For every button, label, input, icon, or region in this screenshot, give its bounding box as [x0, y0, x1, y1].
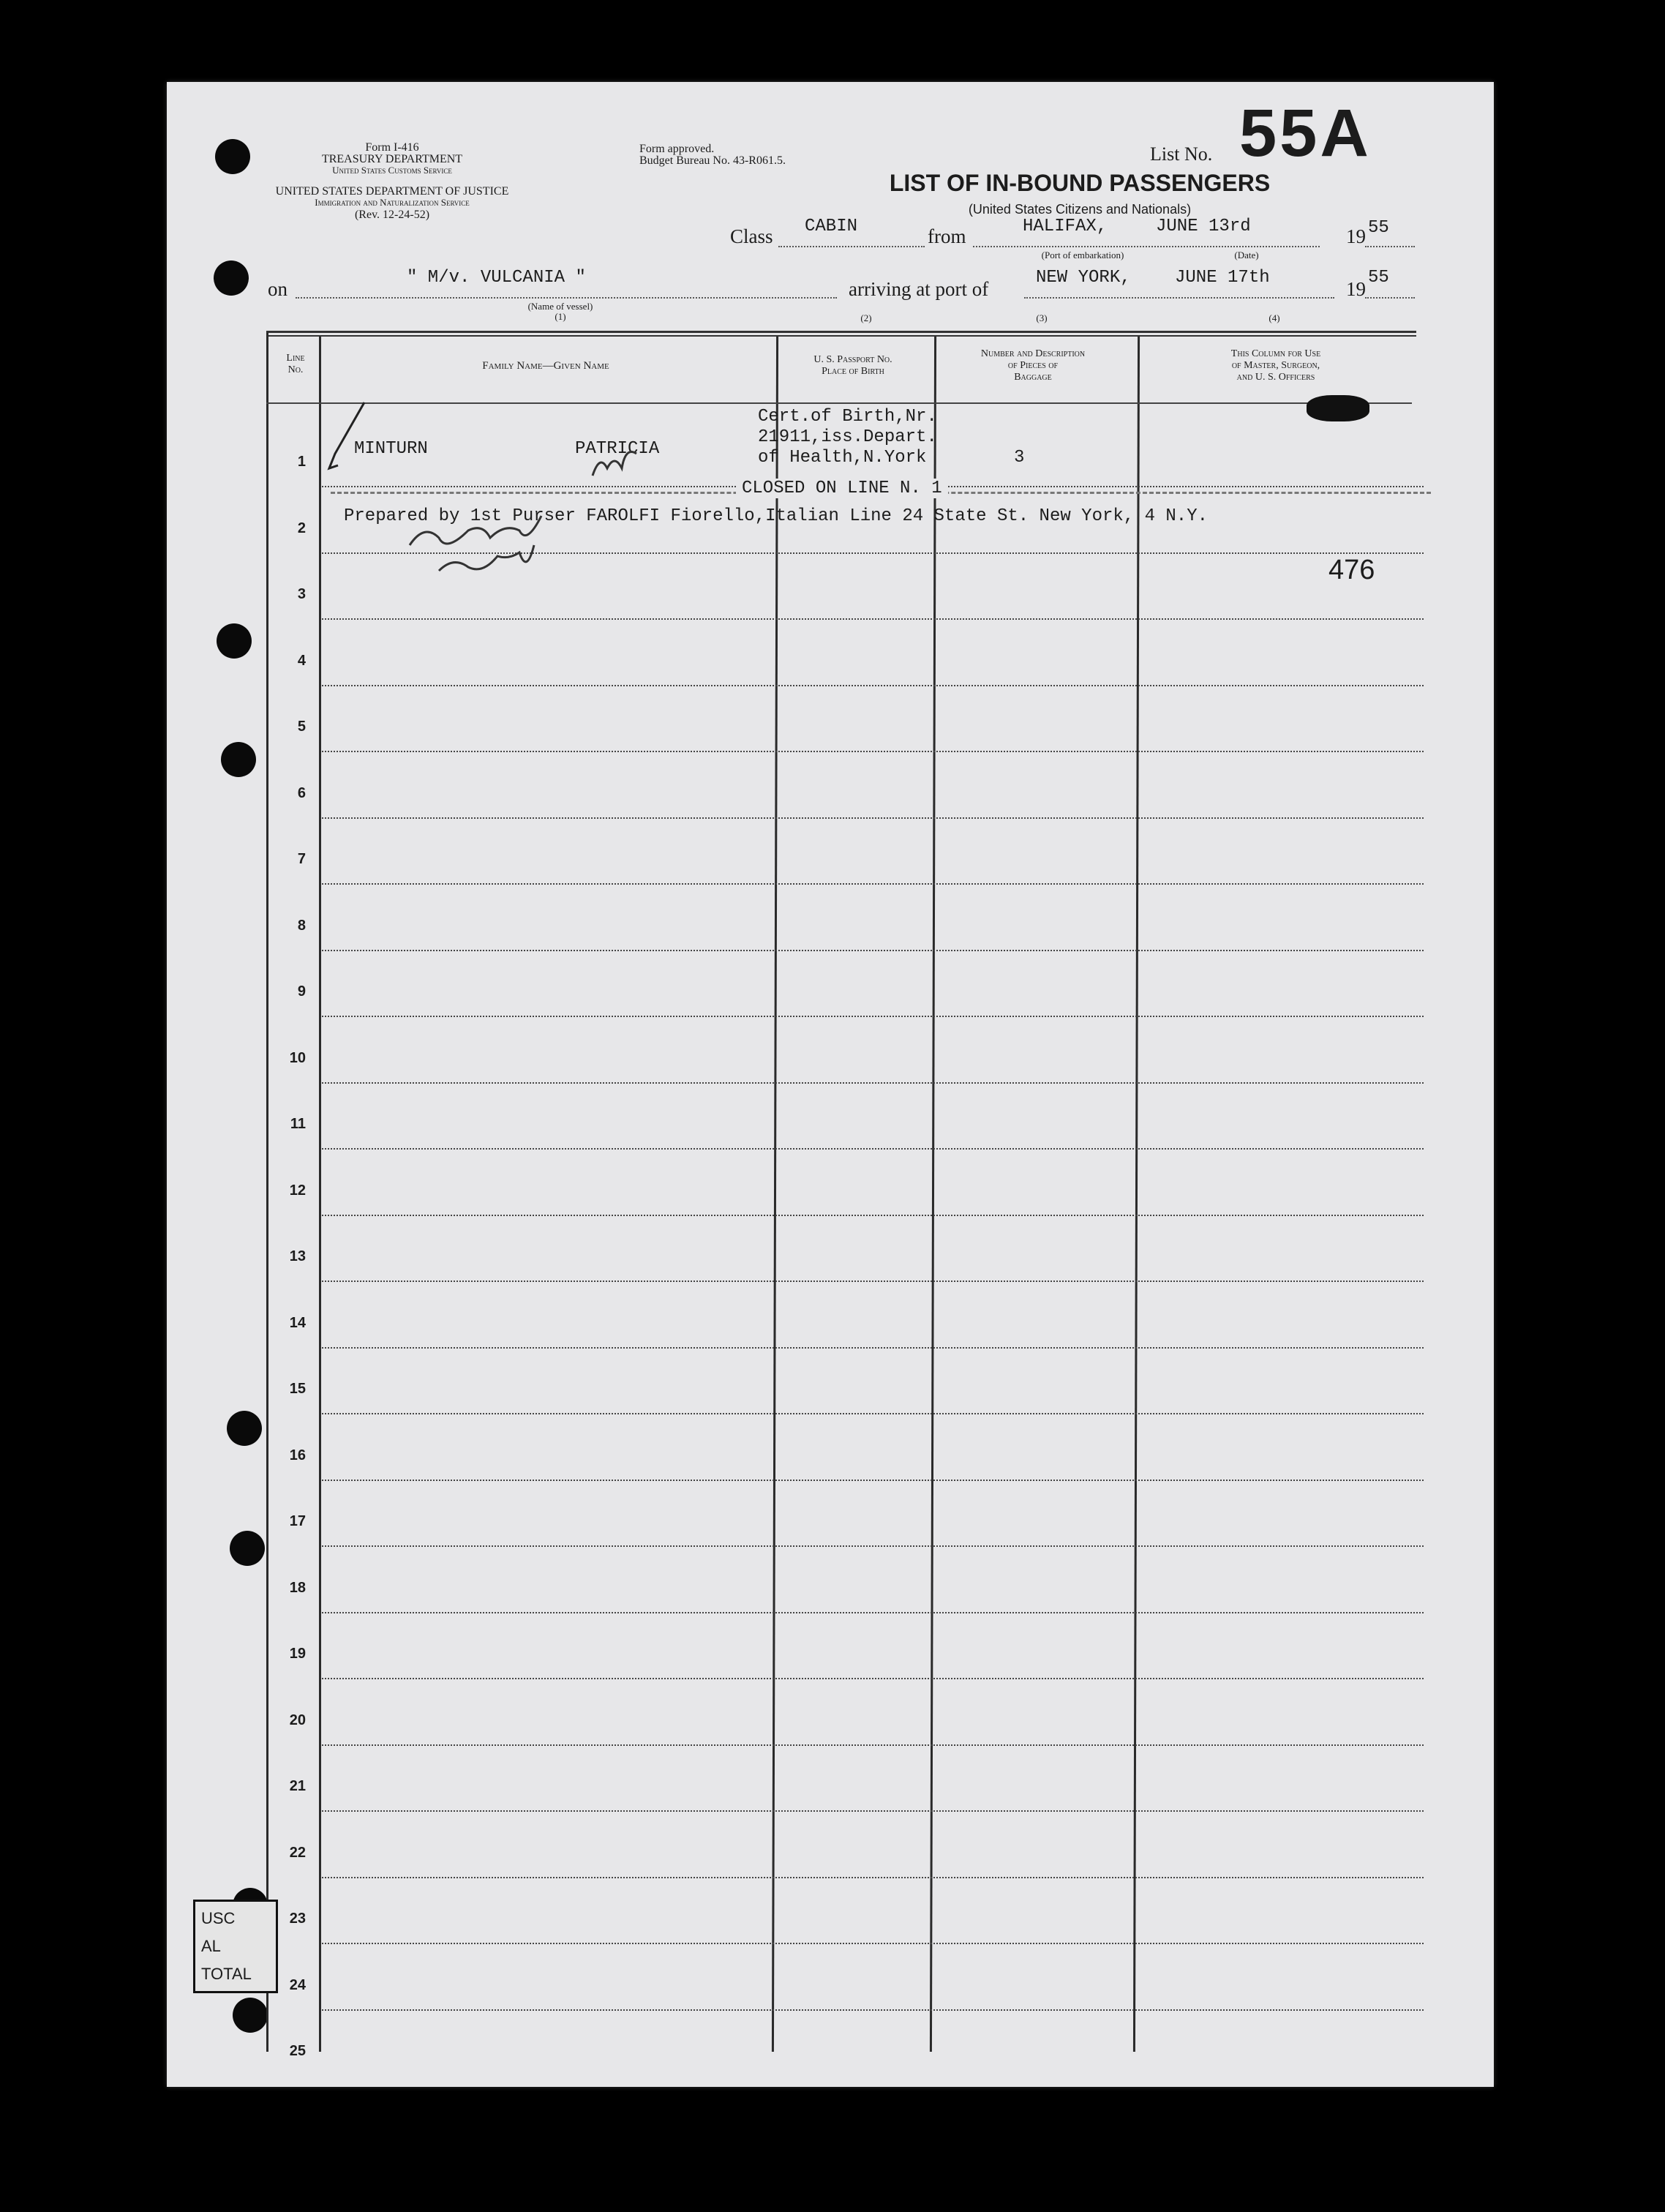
- form-number: Form I-416: [365, 141, 419, 154]
- page-subtitle: (United States Citizens and Nationals): [968, 202, 1192, 217]
- arrival-port: NEW YORK,: [1036, 268, 1131, 288]
- punch-hole: [233, 1998, 268, 2033]
- year-prefix: 19: [1346, 225, 1366, 247]
- caption-2: (2): [860, 312, 872, 323]
- punch-hole: [227, 1411, 262, 1446]
- line-number: 20: [289, 1712, 306, 1728]
- closed-text: CLOSED ON LINE N. 1: [736, 479, 948, 498]
- revision: (Rev. 12-24-52): [354, 209, 430, 221]
- col-line-no: Line No.: [286, 353, 305, 375]
- col-name: Family Name—Given Name: [482, 360, 609, 372]
- line-number: 25: [289, 2043, 306, 2059]
- class-value: CABIN: [805, 217, 858, 236]
- stamp-line-3: TOTAL: [201, 1965, 252, 1983]
- officer-number: 476: [1328, 555, 1375, 585]
- embark-date: JUNE 13rd: [1156, 217, 1251, 236]
- row-rule: [322, 2009, 1424, 2011]
- row-rule: [322, 1545, 1424, 1547]
- line-number: 3: [297, 586, 306, 602]
- vessel-name: " M/v. VULCANIA ": [407, 268, 586, 288]
- embark-port: HALIFAX,: [1023, 217, 1108, 236]
- col-passport: U. S. Passport No. Place of Birth: [813, 354, 892, 377]
- table-top-rule: [266, 331, 1416, 333]
- punch-hole: [230, 1531, 265, 1566]
- line-number: 1: [297, 454, 306, 470]
- punch-hole: [221, 742, 256, 777]
- line-number: 2: [297, 520, 306, 536]
- line-number: 6: [297, 784, 306, 801]
- row-rule: [322, 1943, 1424, 1944]
- row-rule: [322, 950, 1424, 951]
- line-number: 23: [289, 1911, 306, 1927]
- form-approved: Form approved.: [639, 143, 715, 155]
- treasury-dept: TREASURY DEPARTMENT: [321, 153, 463, 165]
- line-number: 12: [289, 1182, 306, 1199]
- line-number: 19: [289, 1646, 306, 1662]
- line-number: 15: [289, 1381, 306, 1397]
- justice-dept: UNITED STATES DEPARTMENT OF JUSTICE: [275, 185, 509, 198]
- line-number: 8: [297, 917, 306, 934]
- row-rule: [322, 883, 1424, 885]
- line-number: 21: [289, 1778, 306, 1794]
- row-rule: [322, 751, 1424, 752]
- line-number: 14: [289, 1314, 306, 1331]
- on-label: on: [268, 278, 287, 300]
- stamp-line-1: USC: [201, 1909, 236, 1927]
- row-rule: [322, 1215, 1424, 1216]
- punch-hole: [215, 139, 250, 174]
- caption-1: (1): [555, 311, 566, 322]
- stamp-line-2: AL: [201, 1937, 221, 1955]
- given-name: PATRICIA: [575, 439, 660, 459]
- arriving-label: arriving at port of: [849, 278, 989, 300]
- col-officers: This Column for Use of Master, Surgeon, and U. S. Officers: [1230, 348, 1321, 383]
- customs-service: United States Customs Service: [332, 165, 452, 176]
- arrival-year: 55: [1368, 268, 1389, 288]
- row-rule: [322, 618, 1424, 620]
- passport-info: Cert.of Birth,Nr. 21911,iss.Depart. of Health,N.York: [758, 407, 937, 468]
- family-name: MINTURN: [354, 439, 428, 459]
- row-rule: [322, 817, 1424, 819]
- list-number: 55A: [1239, 96, 1372, 170]
- row-rule: [322, 1347, 1424, 1349]
- from-label: from: [928, 225, 966, 247]
- row-rule: [322, 685, 1424, 686]
- year-prefix-2: 19: [1346, 278, 1366, 300]
- ins-service: Immigration and Naturalization Service: [315, 197, 470, 208]
- line-number: 17: [289, 1513, 306, 1529]
- arrival-date: JUNE 17th: [1175, 268, 1270, 288]
- vessel-caption: (Name of vessel): [527, 301, 593, 312]
- caption-3: (3): [1036, 312, 1048, 323]
- embark-year: 55: [1368, 218, 1389, 238]
- line-number: 10: [289, 1049, 306, 1066]
- date-caption: (Date): [1234, 250, 1259, 260]
- col-baggage: Number and Description of Pieces of Baggage: [980, 348, 1086, 383]
- page-title: LIST OF IN-BOUND PASSENGERS: [889, 170, 1271, 196]
- row-rule: [322, 1016, 1424, 1017]
- line-number: 22: [289, 1844, 306, 1861]
- port-embark-caption: (Port of embarkation): [1041, 250, 1124, 260]
- row-rule: [322, 1678, 1424, 1679]
- line-number: 7: [297, 851, 306, 867]
- line-number: 16: [289, 1447, 306, 1463]
- handwritten-signature: [271, 395, 651, 600]
- line-number: 13: [289, 1248, 306, 1264]
- punch-hole: [214, 260, 249, 296]
- line-number: 5: [297, 719, 306, 735]
- row-rule: [322, 1413, 1424, 1414]
- class-label: Class: [730, 225, 773, 247]
- row-rule: [322, 1082, 1424, 1084]
- prepared-by: Prepared by 1st Purser FAROLFI Fiorello,Italian Line 24 State St. New York, 4 N.Y.: [344, 506, 1208, 526]
- row-rule: [322, 1281, 1424, 1282]
- row-rule: [322, 1810, 1424, 1812]
- budget-bureau: Budget Bureau No. 43-R061.5.: [639, 154, 786, 167]
- line-number: 4: [297, 652, 306, 669]
- caption-4: (4): [1269, 312, 1280, 323]
- line-number: 24: [289, 1976, 306, 1993]
- usc-stamp: [193, 1900, 278, 1993]
- baggage-count: 3: [1014, 448, 1025, 468]
- table-top-rule-2: [266, 335, 1416, 337]
- list-no-label: List No.: [1150, 143, 1213, 165]
- row-rule: [322, 1877, 1424, 1878]
- row-rule: [322, 1480, 1424, 1481]
- line-number: 18: [289, 1579, 306, 1596]
- table-left-border: [266, 332, 268, 2052]
- line-number: 11: [290, 1116, 306, 1132]
- row-rule: [322, 1744, 1424, 1746]
- punch-hole: [217, 623, 252, 659]
- row-rule: [322, 1148, 1424, 1150]
- line-number: 9: [297, 983, 306, 1000]
- row-rule: [322, 1612, 1424, 1613]
- redaction-mark: [1307, 395, 1369, 421]
